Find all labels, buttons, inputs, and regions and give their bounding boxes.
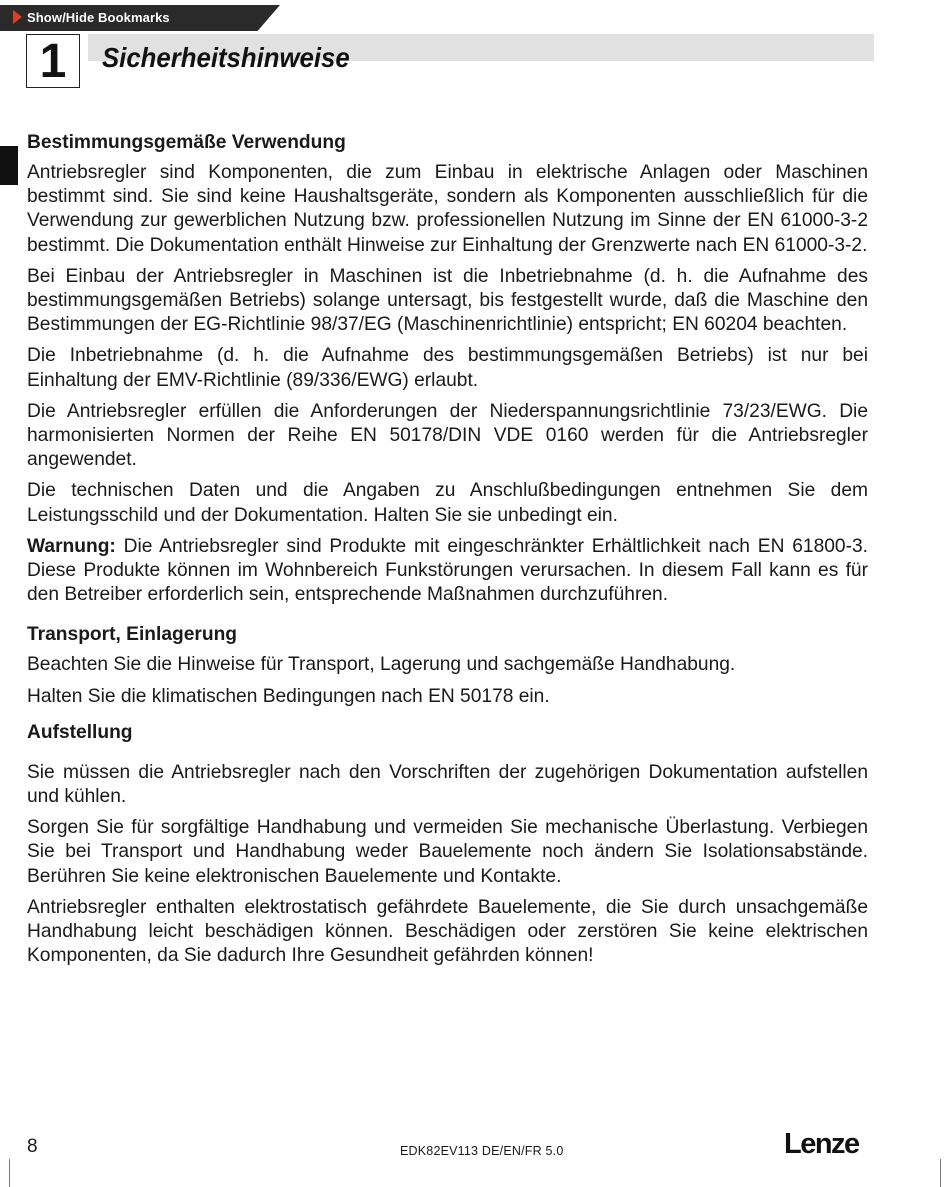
paragraph: Die technischen Daten und die Angaben zu Anschlußbedingungen entnehmen Sie dem Leistungsschild und der Dokumentation. Halten Sie sie unbedingt ein. <box>27 480 868 526</box>
paragraph: Antriebsregler enthalten elektrostatisch gefährdete Bauelemente, die Sie durch unsachgemäße Handhabung leicht beschädigen können. Beschädigen oder zerstören Sie keine elektrischen Komponenten, da Sie dadurch Ihre Gesundheit gefährden können! <box>27 896 868 967</box>
paragraph: Beachten Sie die Hinweise für Transport, Lagerung und sachgemäße Handhabung. <box>27 654 736 676</box>
section-heading-aufstellung: Aufstellung <box>27 721 133 743</box>
document-body <box>27 131 868 975</box>
warning-paragraph <box>27 535 868 608</box>
section-heading-bestimmung: Bestimmungsgemäße Verwendung <box>27 132 346 153</box>
paragraph: Die Inbetriebnahme (d. h. die Aufnahme des bestimmungsgemäßen Betriebs) ist nur bei Einhaltung der EMV-Richtlinie (89/336/EWG) erlaubt. <box>27 345 868 391</box>
paragraph: Antriebsregler sind Komponenten, die zum Einbau in elektrische Anlagen oder Maschinen bestimmt sind. Sie sind keine Haushaltsgeräte, sondern als Komponenten ausschließlich für die Verwendung zur gewerblichen Nutzung bzw. professionellen Nutzung im Sinne der EN 61000-3-2 bestimmt. Die Dokumentation enthält Hinweise zur Einhaltung der Grenzwerte nach EN 61000-3-2. <box>27 162 868 256</box>
paragraph: Bei Einbau der Antriebsregler in Maschinen ist die Inbetriebnahme (d. h. die Aufnahme des bestimmungsgemäßen Betriebs) solange untersagt, bis festgestellt wurde, daß die Maschine den Bestimmungen der EG-Richtlinie 98/37/EG (Maschinenrichtlinie) entspricht; EN 60204 beachten. <box>27 265 868 336</box>
warning-text: Die Antriebsregler sind Produkte mit eingeschränkter Erhältlichkeit nach EN 61800-3. Diese Produkte können im Wohnbereich Funkstörungen verursachen. In diesem Fall kann es für den Betreiber erforderlich sein, entsprechende Maßnahmen durchzuführen. <box>27 535 868 606</box>
chapter-number: 1 <box>26 34 80 88</box>
page-title: Sicherheitshinweise <box>102 42 350 73</box>
crop-mark <box>9 1159 10 1187</box>
page-number: 8 <box>27 1136 38 1157</box>
paragraph: Sorgen Sie für sorgfältige Handhabung und vermeiden Sie mechanische Überlastung. Verbiegen Sie bei Transport und Handhabung weder Bauelemente noch ändern Sie Isolationsabstände. Berühren Sie keine elektronischen Bauelemente und Kontakte. <box>27 817 868 887</box>
chapter-margin-marker <box>0 146 18 185</box>
document-code: EDK82EV113 DE/EN/FR 5.0 <box>400 1144 564 1158</box>
paragraph: Sie müssen die Antriebsregler nach den Vorschriften der zugehörigen Dokumentation aufstellen und kühlen. <box>27 761 868 808</box>
bookmarks-toggle-label[interactable]: Show/Hide Bookmarks <box>27 10 170 25</box>
paragraph: Halten Sie die klimatischen Bedingungen nach EN 50178 ein. <box>27 685 550 707</box>
section-heading-transport: Transport, Einlagerung <box>27 624 238 646</box>
triangle-right-icon[interactable] <box>13 10 22 24</box>
warning-label: Warnung: <box>27 535 116 557</box>
paragraph: Die Antriebsregler erfüllen die Anforderungen der Niederspannungsrichtlinie 73/23/EWG. Die harmonisierten Normen der Reihe EN 50178/DIN VDE 0160 werden für die Antriebsregler angewendet. <box>27 400 868 471</box>
lenze-logo: Lenze <box>784 1128 859 1160</box>
crop-mark <box>940 1159 941 1187</box>
